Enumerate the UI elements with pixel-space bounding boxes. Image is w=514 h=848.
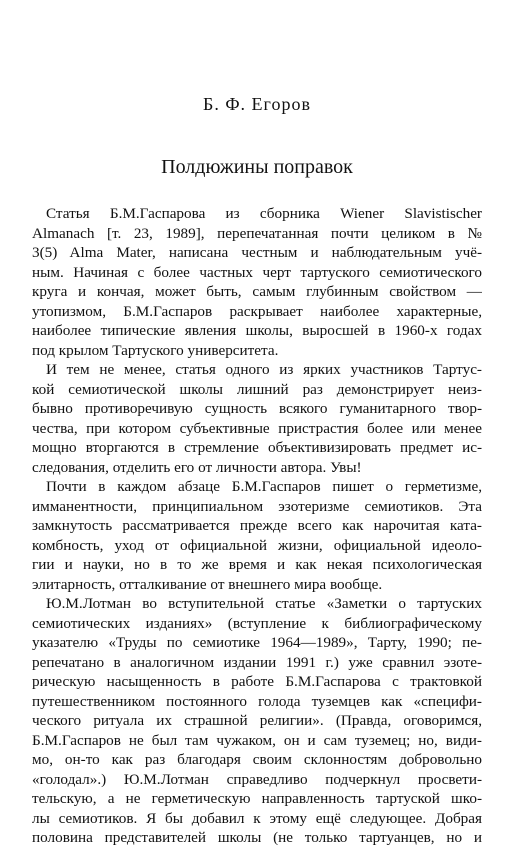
text-line: рическую насыщенность в работе Б.М.Гаспарова с трактовкой: [32, 673, 482, 690]
paragraph: [32, 477, 482, 594]
text-line: круга и кончая, может быть, самым глубинным свойством —: [32, 283, 482, 300]
text-line: утопизмом, Б.М.Гаспаров раскрывает наиболее характерные,: [32, 302, 482, 320]
text-line: замкнутость рассматривается прежде всего как нарочитая ката-: [32, 517, 482, 534]
paragraph: [32, 360, 482, 477]
text-line: мощно вторгаются в стремление объективизировать предмет ис-: [32, 439, 482, 456]
text-line: 3(5) Alma Mater, написана честным и наблюдательным учё-: [32, 244, 482, 261]
text-line: указателю «Труды по семиотике 1964—1989», Тарту, 1990; пе-: [32, 634, 482, 651]
text-line: кой семиотической школы лишний раз демонстрирует неиз-: [32, 380, 482, 398]
text-line: ческого ритуала их страшной религии». (Правда, оговоримся,: [32, 712, 482, 729]
text-line: Почти в каждом абзаце Б.М.Гаспаров пишет о герметизме,: [46, 478, 482, 495]
author-name: Б. Ф. Егоров: [203, 94, 311, 114]
text-line: Б.М.Гаспаров не был там чужаком, он и сам туземец; но, види-: [32, 731, 482, 749]
text-line: чества, при котором субъективные пристрастия более или менее: [32, 419, 482, 437]
text-line: путешественником постоянного голода туземцев как «специфи-: [32, 692, 482, 710]
text-line: ным. Начиная с более частных черт тартуского семиотического: [32, 263, 482, 281]
text-line: Ю.М.Лотман во вступительной статье «Заметки о тартуских: [46, 595, 482, 612]
text-line: лы семиотиков. Я бы добавил к этому ещё следующее. Добрая: [32, 809, 482, 827]
text-line: под крылом Тартуского университета.: [32, 341, 279, 359]
text-line: Статья Б.М.Гаспарова из сборника Wiener Slavistischer: [46, 205, 482, 222]
text-line: комбность, уход от официальной жизни, официальной идеоло-: [32, 536, 482, 554]
text-line: Almanach [т. 23, 1989], перепечатанная почти целиком в №: [32, 224, 482, 242]
text-line: наиболее типические явления школы, выросшей в 1960-х годах: [32, 322, 482, 339]
text-line: гии и науки, но в то же время и как некая психологическая: [32, 556, 482, 573]
text-line: «голодал».) Ю.М.Лотман справедливо подчеркнул просвети-: [32, 770, 482, 788]
article-title: Полдюжины поправок: [161, 156, 353, 178]
text-line: бывно противоречивую сущность всякого гуманитарного твор-: [32, 400, 482, 417]
text-line: тельскую, а не герметическую направленность тартуской шко-: [32, 790, 482, 807]
article-body: [32, 204, 482, 848]
text-line: мо, он-то как раз благодаря своим склонностям добровольно: [32, 751, 482, 768]
text-line: репечатано в аналогичном издании 1991 г.) уже сравнил эзоте-: [32, 653, 482, 671]
text-line: И тем не менее, статья одного из ярких участников Тартус-: [46, 361, 482, 378]
paragraph: [32, 594, 482, 848]
text-line: элитарность, отталкивание от внешнего мира вообще.: [32, 575, 383, 593]
text-line: половина представителей школы (не только тартуанцев, но и: [32, 829, 482, 846]
text-line: семиотических изданиях» (вступление к библиографическому: [32, 614, 482, 632]
text-line: имманентности, принципиальном эзотеризме семиотиков. Эта: [32, 497, 482, 515]
text-line: следования, отделить его от личности автора. Увы!: [32, 458, 362, 476]
paragraph: [32, 204, 482, 360]
